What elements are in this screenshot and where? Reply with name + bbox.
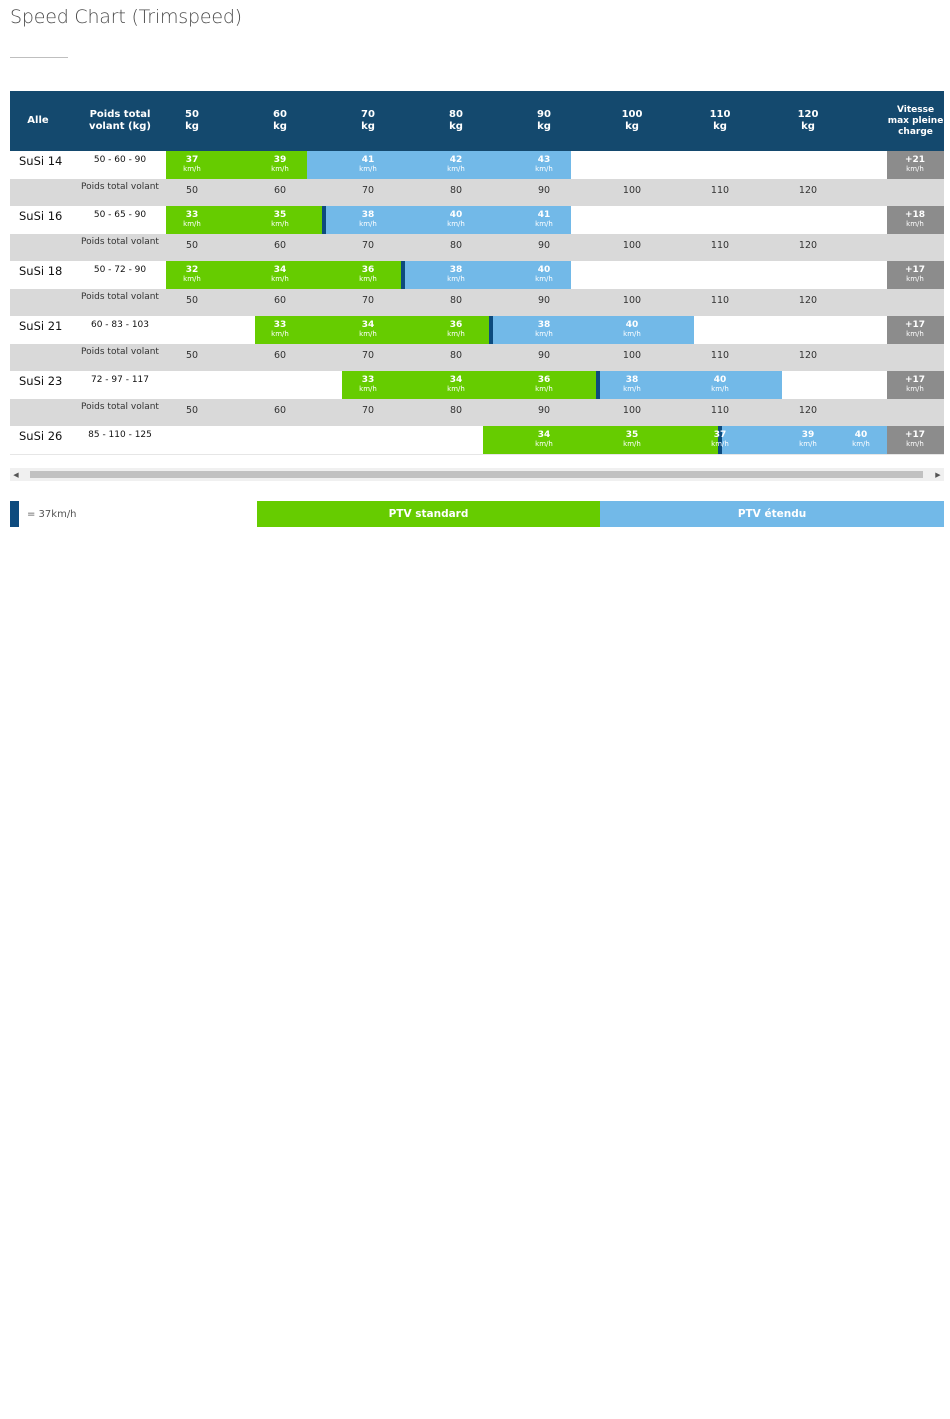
37kmh-marker (322, 206, 326, 234)
subrow-weight: 60 (273, 185, 287, 196)
wing-name: SuSi 14 (19, 154, 63, 168)
wing-name: SuSi 23 (19, 374, 63, 388)
subrow-weight: 70 (361, 240, 375, 251)
scroll-right-arrow-icon[interactable]: ▶ (935, 470, 941, 479)
weight-subrow (10, 399, 944, 426)
weight-subrow (10, 289, 944, 316)
weight-subrow (10, 234, 944, 261)
vmax-value: +17 km/h (904, 320, 926, 338)
vmax-cell (887, 426, 944, 454)
subrow-weight: 90 (537, 240, 551, 251)
wing-weight-range: 50 - 60 - 90 (93, 155, 147, 165)
vmax-value: +17 km/h (904, 430, 926, 448)
vmax-cell (887, 151, 944, 179)
header-weight: 80 kg (449, 109, 463, 132)
wing-row-susi-23 (10, 371, 944, 399)
subrow-weight: 110 (710, 350, 730, 361)
speed-value: 42 km/h (447, 155, 465, 173)
wing-row-susi-26 (10, 426, 944, 455)
subrow-weight: 90 (537, 295, 551, 306)
standard-range-bar (483, 426, 718, 454)
subrow-weight: 50 (185, 405, 199, 416)
subrow-weight: 120 (798, 350, 818, 361)
scroll-left-arrow-icon[interactable]: ◀ (13, 470, 19, 479)
wing-weight-range: 72 - 97 - 117 (90, 375, 150, 385)
vmax-value: +17 km/h (904, 375, 926, 393)
speed-value: 34 km/h (535, 430, 553, 448)
wing-name: SuSi 26 (19, 429, 63, 443)
weight-subrow (10, 179, 944, 206)
header-weight: 60 kg (273, 109, 287, 132)
subrow-weight: 100 (622, 185, 642, 196)
wing-name: SuSi 18 (19, 264, 63, 278)
speed-value: 32 km/h (183, 265, 201, 283)
horizontal-scrollbar[interactable] (10, 468, 944, 481)
speed-value: 34 km/h (447, 375, 465, 393)
speed-value: 38 km/h (623, 375, 641, 393)
speed-value: 41 km/h (359, 155, 377, 173)
speed-value: 34 km/h (359, 320, 377, 338)
subrow-label: Poids total volant (81, 237, 159, 247)
speed-chart-table (10, 91, 944, 455)
speed-value: 35 km/h (271, 210, 289, 228)
subrow-weight: 60 (273, 350, 287, 361)
subrow-weight: 60 (273, 240, 287, 251)
speed-value: 38 km/h (535, 320, 553, 338)
subrow-weight: 110 (710, 240, 730, 251)
subrow-weight: 120 (798, 240, 818, 251)
vmax-value: +17 km/h (904, 265, 926, 283)
legend-standard: PTV standard (257, 501, 600, 527)
subrow-weight: 80 (449, 405, 463, 416)
speed-value: 33 km/h (271, 320, 289, 338)
speed-value: 37 km/h (183, 155, 201, 173)
subrow-weight: 100 (622, 295, 642, 306)
37kmh-marker (401, 261, 405, 289)
wing-row-susi-16 (10, 206, 944, 234)
subrow-weight: 120 (798, 185, 818, 196)
header-poids: Poids total volant (kg) (89, 109, 151, 132)
subrow-weight: 50 (185, 240, 199, 251)
legend-marker-note: = 37km/h (27, 509, 77, 520)
vmax-cell (887, 371, 944, 399)
subrow-weight: 110 (710, 295, 730, 306)
wing-weight-range: 85 - 110 - 125 (88, 430, 152, 440)
wing-row-susi-21 (10, 316, 944, 344)
extended-range-bar (489, 316, 694, 344)
speed-value: 40 km/h (852, 430, 870, 448)
subrow-label: Poids total volant (81, 402, 159, 412)
header-alle: Alle (27, 115, 49, 126)
subrow-weight: 70 (361, 185, 375, 196)
header-weight: 100 kg (621, 109, 643, 132)
37kmh-marker (489, 316, 493, 344)
subrow-weight: 80 (449, 295, 463, 306)
subrow-weight: 90 (537, 405, 551, 416)
subrow-weight: 80 (449, 185, 463, 196)
speed-value: 40 km/h (623, 320, 641, 338)
subrow-weight: 70 (361, 350, 375, 361)
wing-row-susi-14 (10, 151, 944, 179)
speed-value: 33 km/h (183, 210, 201, 228)
subrow-weight: 50 (185, 350, 199, 361)
speed-value: 37 km/h (711, 430, 729, 448)
header-weight: 110 kg (709, 109, 731, 132)
legend-extended: PTV étendu (600, 501, 944, 527)
speed-value: 33 km/h (359, 375, 377, 393)
header-vmax: Vitesse max pleine charge (887, 104, 944, 137)
header-weight: 120 kg (797, 109, 819, 132)
vmax-cell (887, 206, 944, 234)
speed-value: 43 km/h (535, 155, 553, 173)
subrow-weight: 110 (710, 185, 730, 196)
subrow-weight: 70 (361, 295, 375, 306)
speed-value: 36 km/h (359, 265, 377, 283)
subrow-weight: 80 (449, 240, 463, 251)
speed-value: 41 km/h (535, 210, 553, 228)
table-header (10, 91, 944, 151)
subrow-weight: 50 (185, 185, 199, 196)
subrow-label: Poids total volant (81, 182, 159, 192)
subrow-weight: 120 (798, 295, 818, 306)
title-divider (10, 57, 68, 58)
speed-value: 40 km/h (535, 265, 553, 283)
wing-name: SuSi 21 (19, 319, 63, 333)
subrow-weight: 60 (273, 405, 287, 416)
speed-value: 34 km/h (271, 265, 289, 283)
subrow-weight: 80 (449, 350, 463, 361)
subrow-label: Poids total volant (81, 347, 159, 357)
weight-subrow (10, 344, 944, 371)
wing-name: SuSi 16 (19, 209, 63, 223)
header-weight: 70 kg (361, 109, 375, 132)
page-title: Speed Chart (Trimspeed) (10, 6, 242, 28)
subrow-weight: 110 (710, 405, 730, 416)
wing-weight-range: 60 - 83 - 103 (90, 320, 150, 330)
scrollbar-thumb[interactable] (30, 471, 923, 478)
wing-row-susi-18 (10, 261, 944, 289)
header-weight: 50 kg (185, 109, 199, 132)
speed-value: 35 km/h (623, 430, 641, 448)
legend-marker-swatch (10, 501, 19, 527)
speed-value: 36 km/h (535, 375, 553, 393)
speed-value: 40 km/h (447, 210, 465, 228)
wing-weight-range: 50 - 65 - 90 (93, 210, 147, 220)
vmax-value: +18 km/h (904, 210, 926, 228)
speed-value: 40 km/h (711, 375, 729, 393)
subrow-label: Poids total volant (81, 292, 159, 302)
subrow-weight: 100 (622, 240, 642, 251)
speed-value: 39 km/h (799, 430, 817, 448)
wing-weight-range: 50 - 72 - 90 (93, 265, 147, 275)
speed-value: 38 km/h (359, 210, 377, 228)
speed-value: 38 km/h (447, 265, 465, 283)
vmax-cell (887, 316, 944, 344)
subrow-weight: 120 (798, 405, 818, 416)
subrow-weight: 90 (537, 350, 551, 361)
subrow-weight: 100 (622, 350, 642, 361)
speed-value: 39 km/h (271, 155, 289, 173)
header-weight: 90 kg (537, 109, 551, 132)
subrow-weight: 100 (622, 405, 642, 416)
subrow-weight: 50 (185, 295, 199, 306)
subrow-weight: 70 (361, 405, 375, 416)
vmax-cell (887, 261, 944, 289)
37kmh-marker (596, 371, 600, 399)
subrow-weight: 60 (273, 295, 287, 306)
speed-value: 36 km/h (447, 320, 465, 338)
subrow-weight: 90 (537, 185, 551, 196)
vmax-value: +21 km/h (904, 155, 926, 173)
